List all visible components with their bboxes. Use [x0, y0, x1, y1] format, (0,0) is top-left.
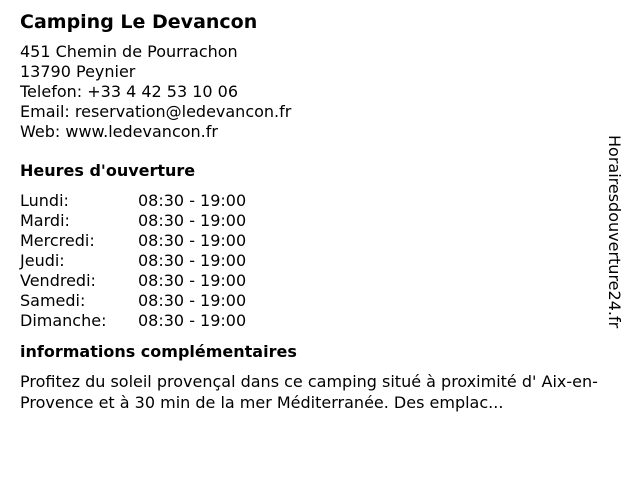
hours-row-tuesday — [20, 211, 610, 231]
day-label: Mardi: — [20, 211, 70, 230]
contact-block — [20, 42, 610, 142]
time-range: 08:30 - 19:00 — [138, 271, 247, 290]
hours-row-sunday — [20, 311, 610, 331]
day-label: Mercredi: — [20, 231, 95, 250]
time-range: 08:30 - 19:00 — [138, 311, 247, 330]
watermark-site-name: Horairesdouverture24.fr — [605, 135, 624, 329]
day-label: Dimanche: — [20, 311, 107, 330]
business-name: Camping Le Devancon — [20, 11, 258, 33]
day-label: Vendredi: — [20, 271, 96, 290]
additional-info-text: Profitez du soleil provençal dans ce camping situé à proximité d' Aix-en-Provence et à 30 min de la mer Méditerranée. Des emplac... — [20, 372, 598, 412]
phone-number: Telefon: +33 4 42 53 10 06 — [20, 82, 239, 101]
day-label: Samedi: — [20, 291, 86, 310]
street-address: 451 Chemin de Pourrachon — [20, 42, 238, 61]
day-label: Jeudi: — [20, 251, 65, 270]
city-postcode: 13790 Peynier — [20, 62, 136, 81]
hours-row-monday — [20, 191, 610, 211]
opening-hours-table — [20, 191, 610, 331]
time-range: 08:30 - 19:00 — [138, 291, 247, 310]
website: Web: www.ledevancon.fr — [20, 122, 218, 141]
hours-row-friday — [20, 271, 610, 291]
email-address: Email: reservation@ledevancon.fr — [20, 102, 292, 121]
opening-hours-heading: Heures d'ouverture — [20, 161, 196, 180]
hours-row-wednesday — [20, 231, 610, 251]
hours-row-thursday — [20, 251, 610, 271]
time-range: 08:30 - 19:00 — [138, 251, 247, 270]
business-card — [20, 10, 610, 413]
hours-row-saturday — [20, 291, 610, 311]
time-range: 08:30 - 19:00 — [138, 211, 247, 230]
day-label: Lundi: — [20, 191, 69, 210]
time-range: 08:30 - 19:00 — [138, 191, 247, 210]
time-range: 08:30 - 19:00 — [138, 231, 247, 250]
additional-info-heading: informations complémentaires — [20, 342, 297, 361]
